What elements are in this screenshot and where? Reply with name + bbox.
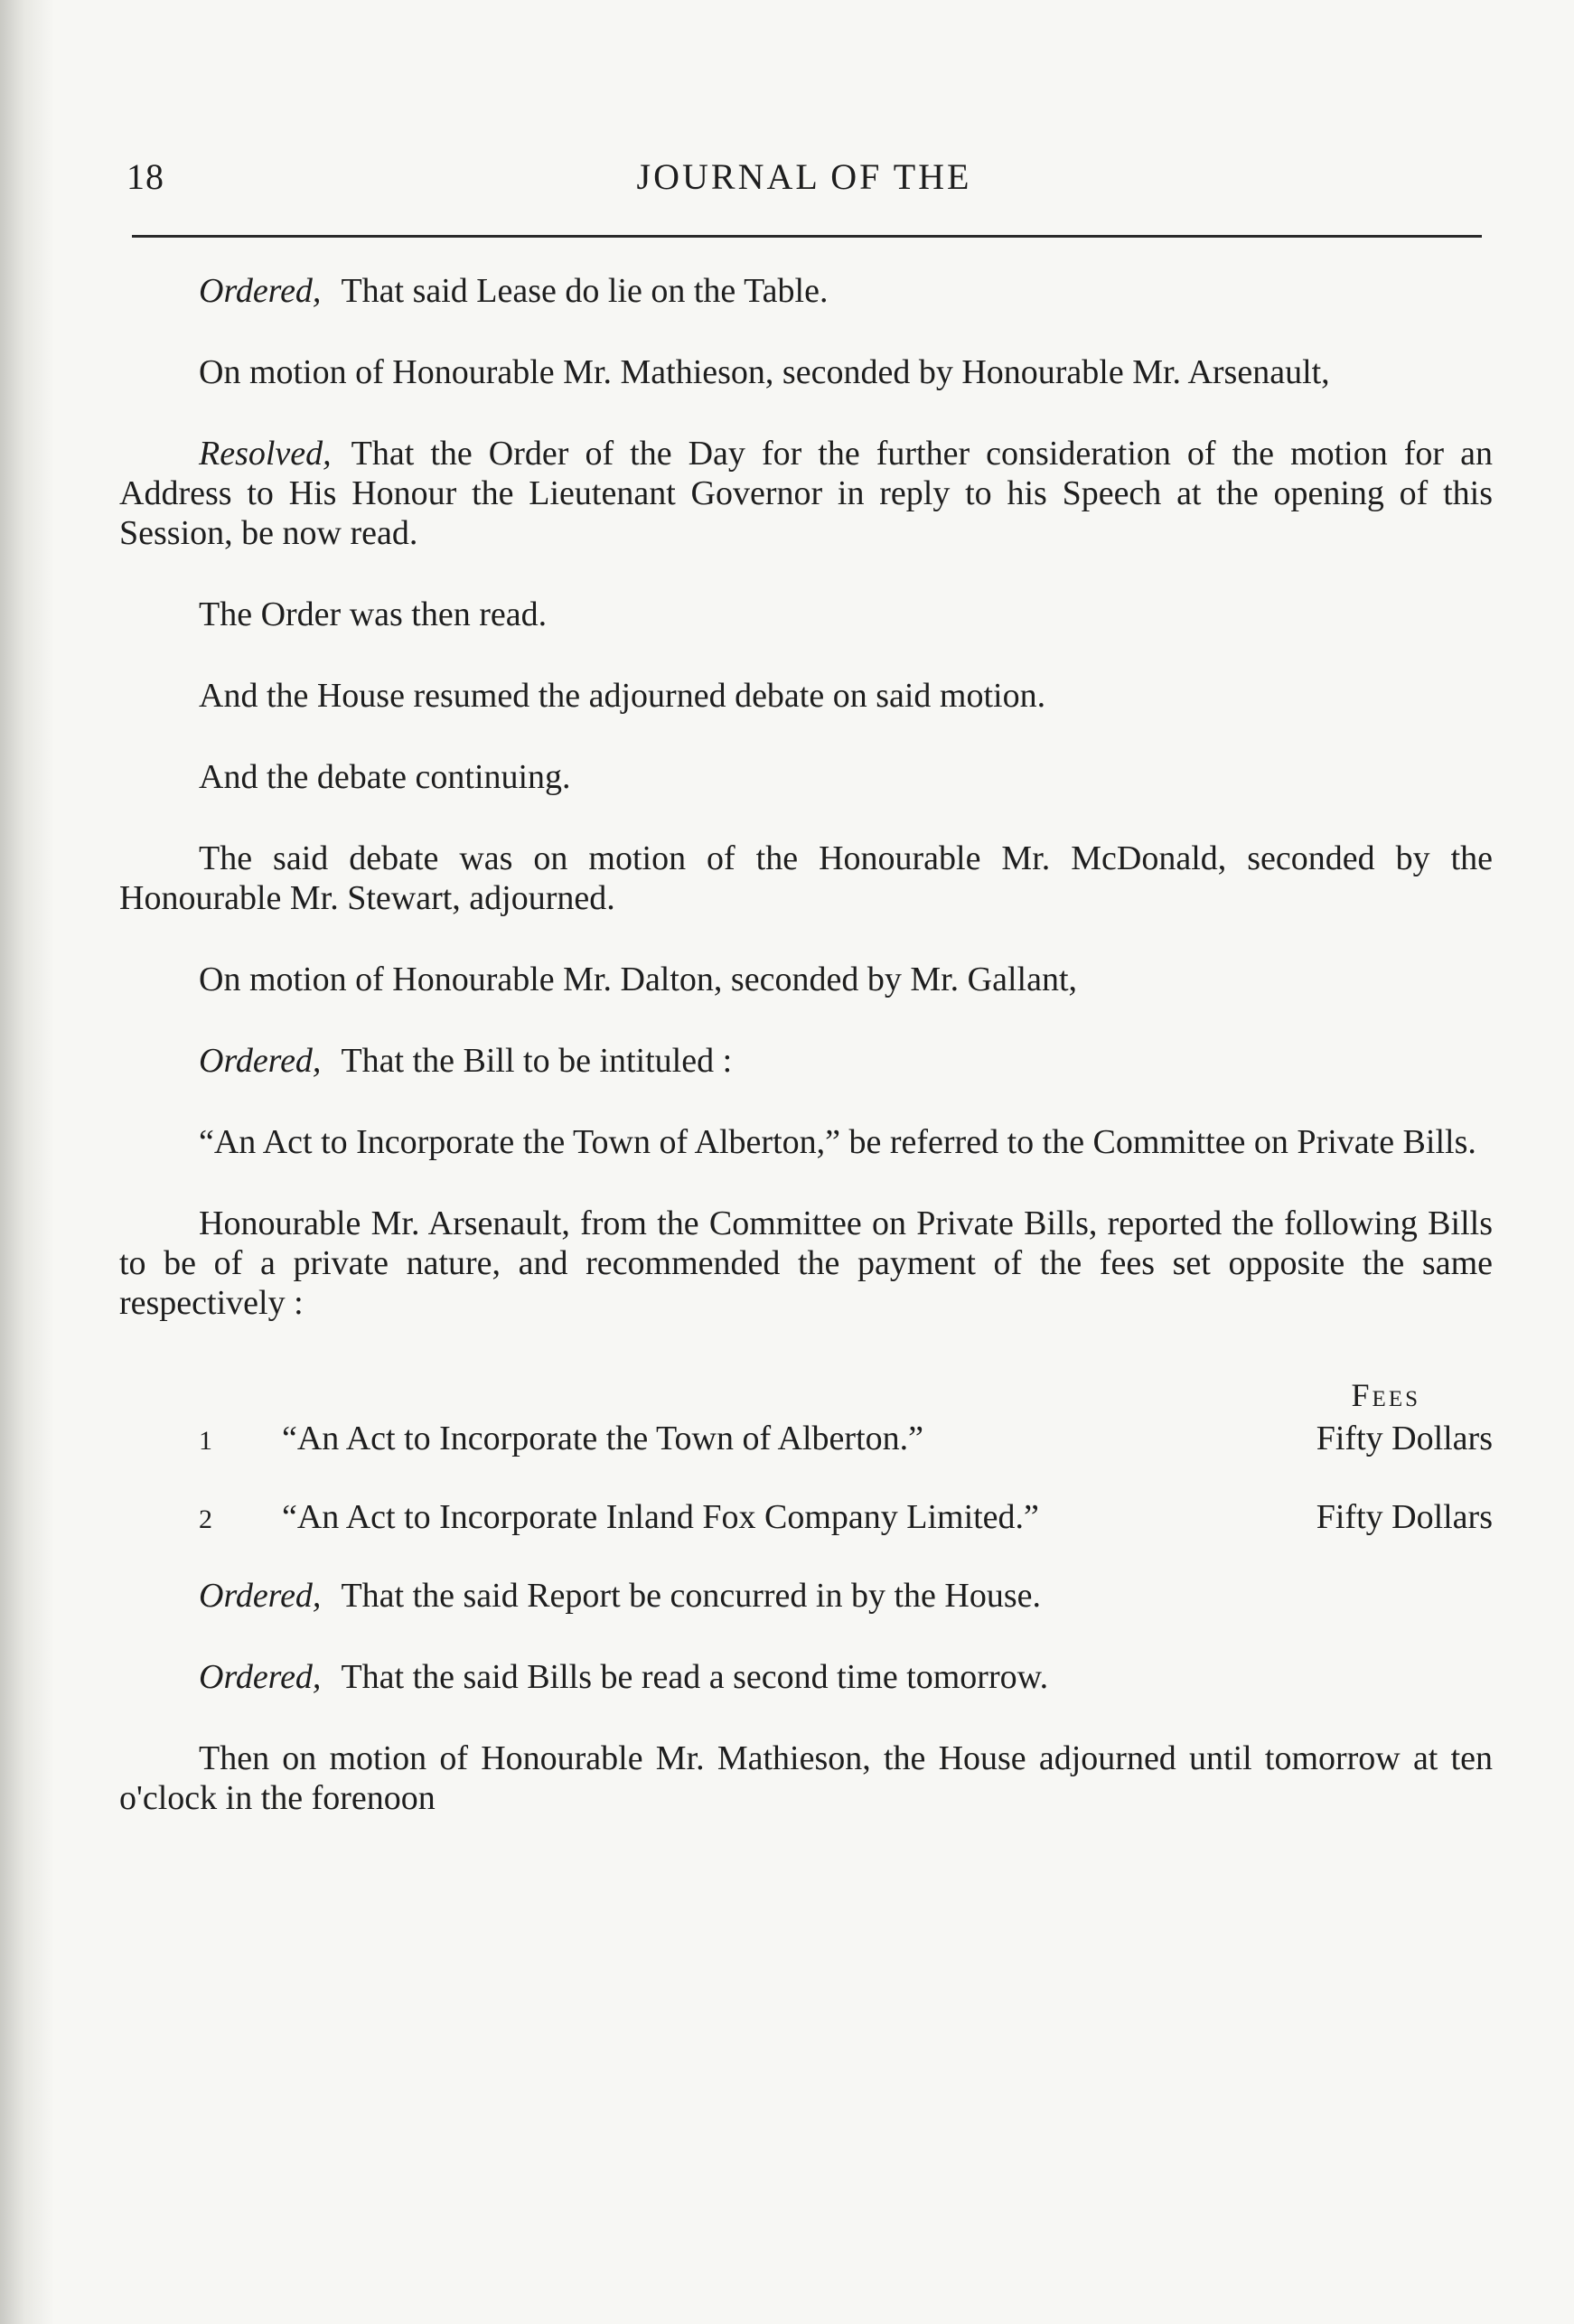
paragraph-text: Then on motion of Honourable Mr. Mathieson, the House adjourned until tomorrow at ten o'clock in the forenoon (119, 1739, 1493, 1817)
page-edge-shadow (0, 0, 54, 2324)
bill-number: 2 (199, 1504, 212, 1534)
paragraph-committee-report (119, 1204, 1493, 1323)
page-header (126, 155, 1482, 210)
table-row (119, 1419, 1493, 1461)
bill-title: “An Act to Incorporate Inland Fox Company Limited.” (282, 1498, 1039, 1536)
paragraph-text: On motion of Honourable Mr. Dalton, seconded by Mr. Gallant, (199, 961, 1078, 998)
paragraph-text: That the said Report be concurred in by the House. (341, 1577, 1041, 1615)
paragraph-act-referred (119, 1122, 1493, 1162)
journal-body (119, 271, 1493, 1860)
paragraph-motion-mathieson (119, 352, 1493, 392)
bill-fee: Fifty Dollars (1316, 1498, 1493, 1536)
paragraph-debate-resumed (119, 676, 1493, 716)
paragraph-report-concurred (119, 1576, 1493, 1616)
resolved-keyword: Resolved, (199, 435, 332, 473)
page-number: 18 (126, 156, 164, 197)
ordered-keyword: Ordered, (199, 1577, 322, 1615)
paragraph-text: On motion of Honourable Mr. Mathieson, seconded by Honourable Mr. Arsenault, (199, 353, 1330, 391)
bill-fee: Fifty Dollars (1316, 1420, 1493, 1457)
paragraph-text: That said Lease do lie on the Table. (341, 272, 829, 310)
paragraph-text: That the Bill to be intituled : (341, 1042, 733, 1080)
paragraph-ordered-lease (119, 271, 1493, 311)
ordered-keyword: Ordered, (199, 1658, 322, 1696)
paragraph-motion-dalton (119, 960, 1493, 999)
paragraph-text: That the Order of the Day for the further consideration of the motion for an Address to His Honour the Lieutenant Governor in reply to his Speech at the opening of this Session, be now read. (119, 435, 1493, 552)
paragraph-debate-continuing (119, 757, 1493, 797)
paragraph-text: And the debate continuing. (199, 758, 571, 796)
paragraph-ordered-bill (119, 1041, 1493, 1081)
fees-table (119, 1375, 1493, 1540)
bill-number: 1 (199, 1426, 212, 1456)
paragraph-text: That the said Bills be read a second time tomorrow. (341, 1658, 1049, 1696)
table-row (119, 1497, 1493, 1540)
paragraph-order-read (119, 595, 1493, 634)
running-title: JOURNAL OF THE (636, 156, 972, 197)
paragraph-text: And the House resumed the adjourned debate on said motion. (199, 677, 1046, 715)
bill-title: “An Act to Incorporate the Town of Alberton.” (282, 1420, 923, 1457)
paragraph-debate-adjourned (119, 839, 1493, 918)
ordered-keyword: Ordered, (199, 1042, 322, 1080)
paragraph-resolved (119, 434, 1493, 553)
paragraph-second-reading (119, 1657, 1493, 1697)
ordered-keyword: Ordered, (199, 272, 322, 310)
header-rule (132, 235, 1482, 238)
paragraph-text: “An Act to Incorporate the Town of Alberton,” be referred to the Committee on Private Bills. (199, 1123, 1476, 1161)
paragraph-text: Honourable Mr. Arsenault, from the Committee on Private Bills, reported the following Bills to be of a private nature, and recommended the payment of the fees set opposite the same respectively : (119, 1204, 1493, 1322)
paragraph-text: The said debate was on motion of the Honourable Mr. McDonald, seconded by the Honourable Mr. Stewart, adjourned. (119, 839, 1493, 917)
paragraph-text: The Order was then read. (199, 595, 548, 633)
fees-heading: Fees (1351, 1377, 1420, 1413)
paragraph-house-adjourned (119, 1738, 1493, 1818)
